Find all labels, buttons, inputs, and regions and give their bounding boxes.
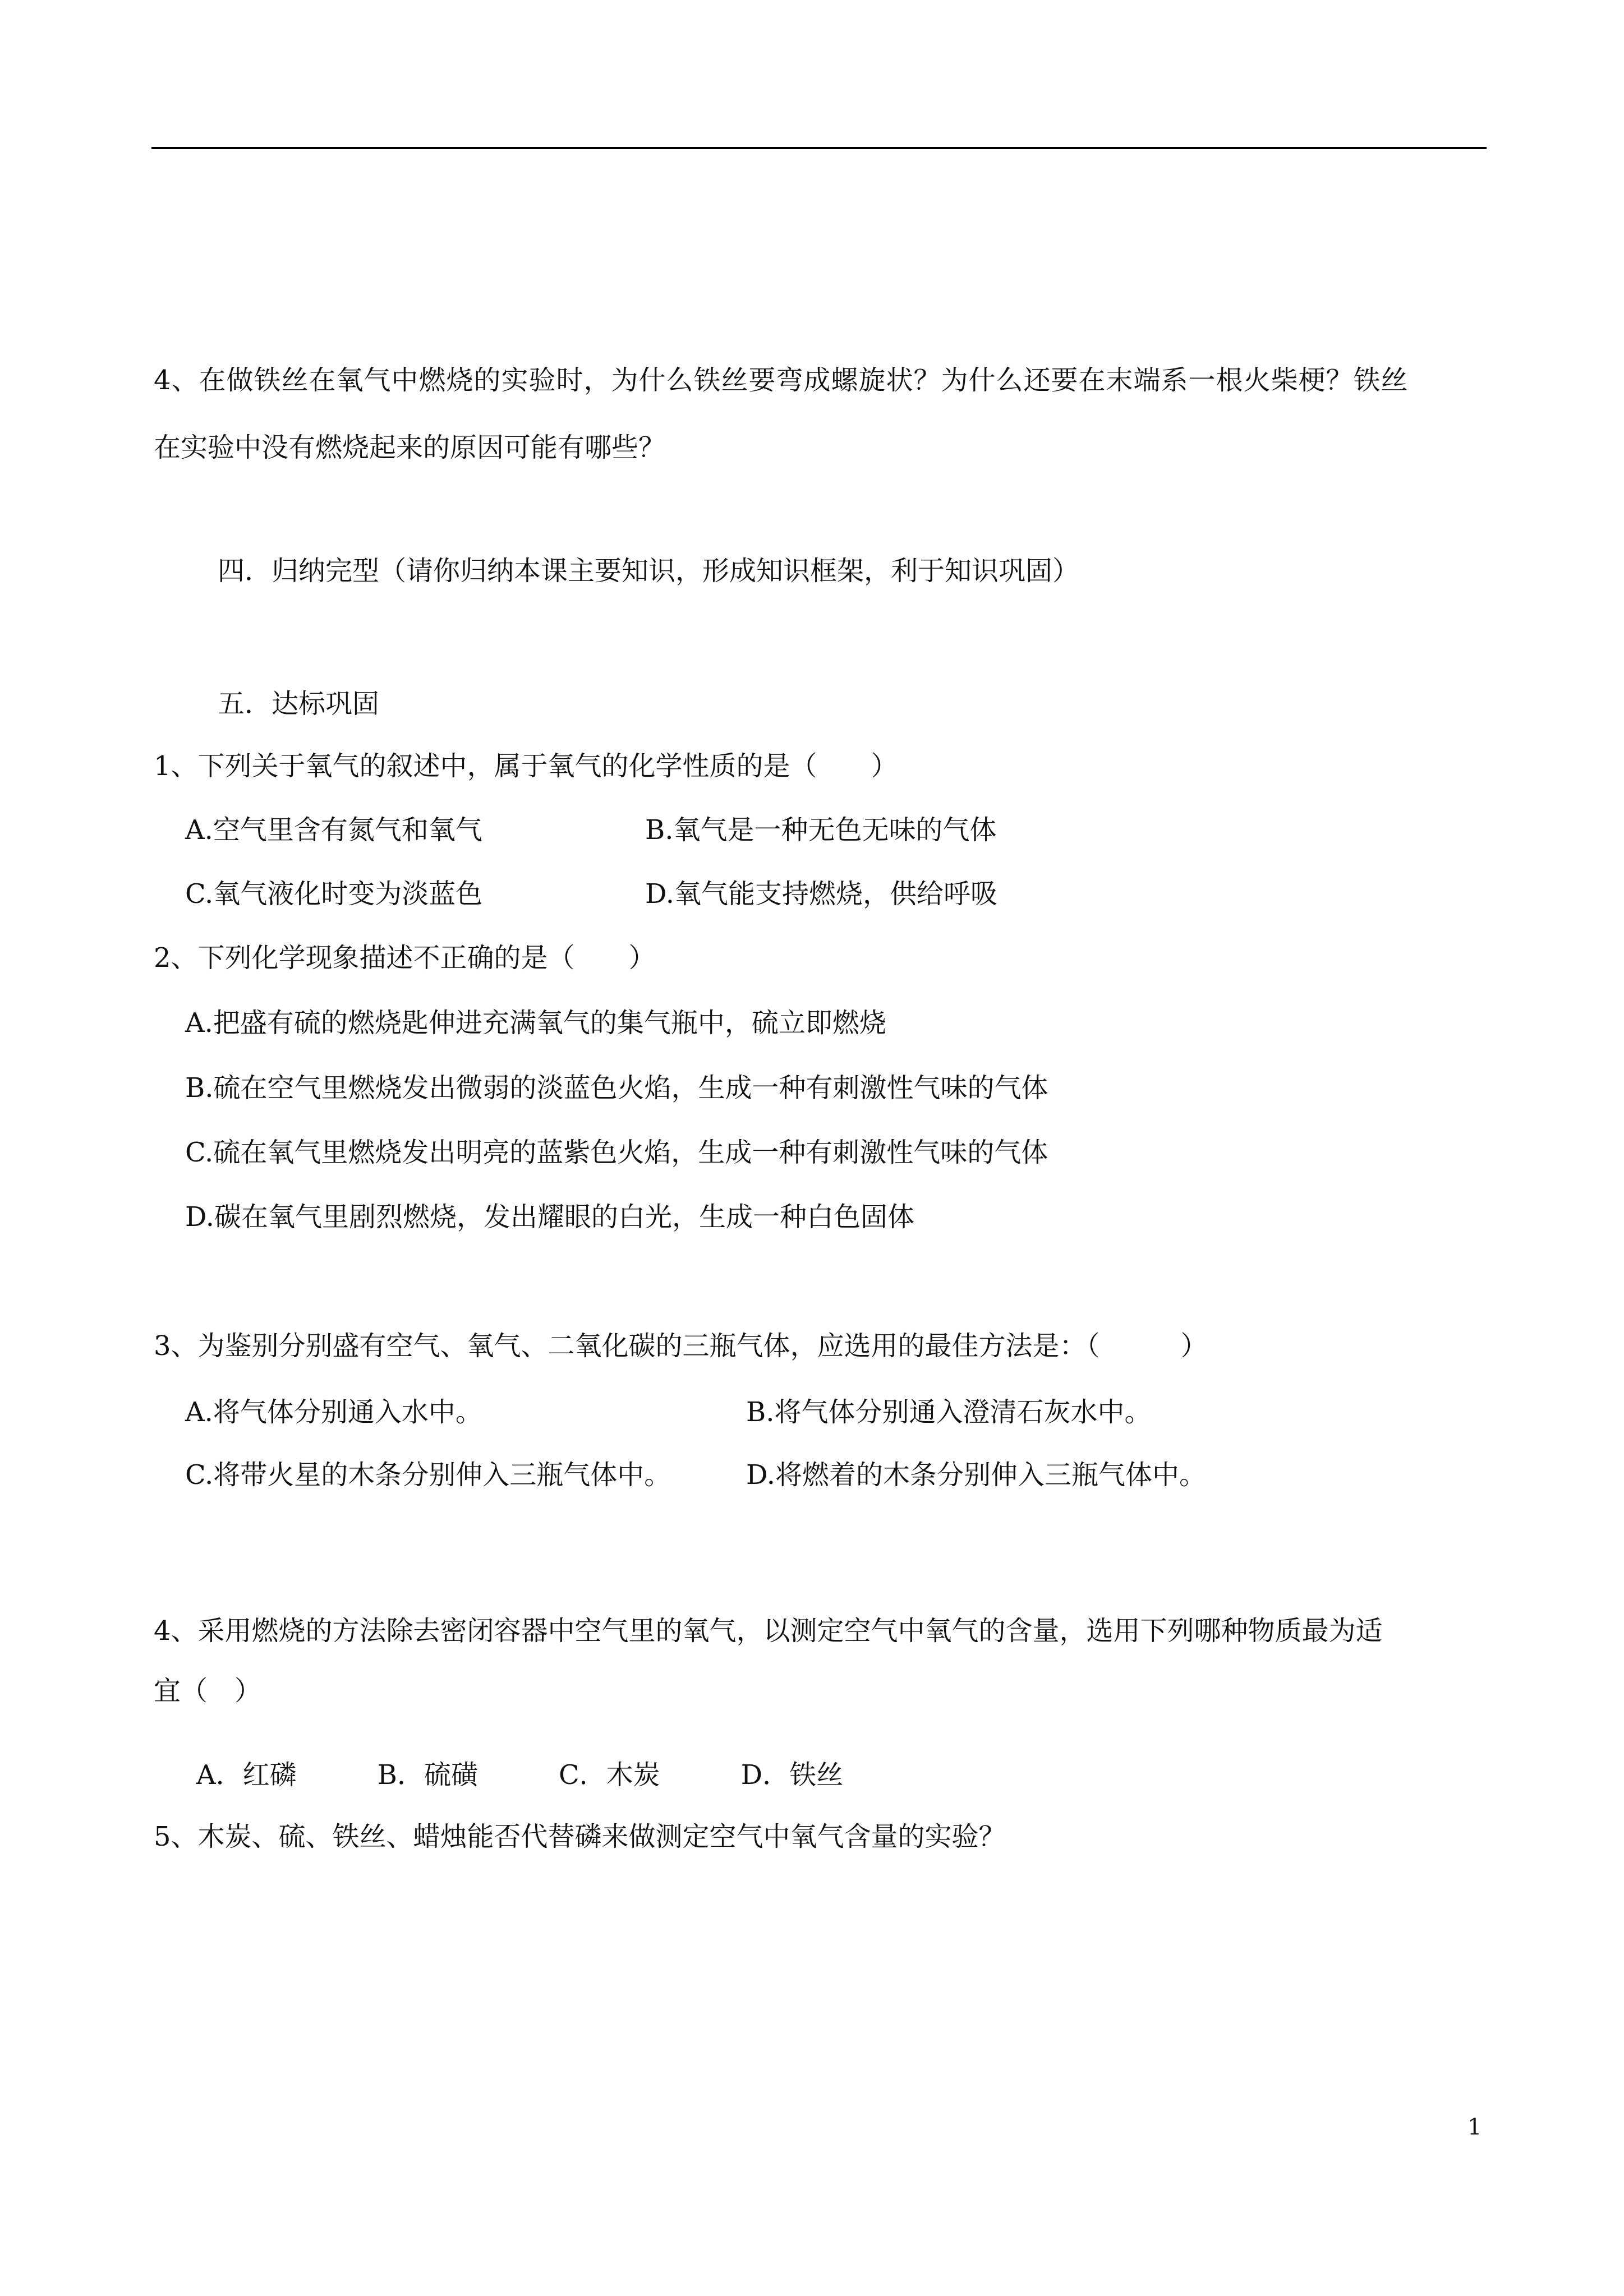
q2-option-d: D.碳在氧气里剧烈燃烧，发出耀眼的白光，生成一种白色固体 xyxy=(185,1201,915,1233)
q4-top-line2: 在实验中没有燃烧起来的原因可能有哪些？ xyxy=(154,432,666,463)
q1-stem: 1、下列关于氧气的叙述中，属于氧气的化学性质的是（ ） xyxy=(154,750,898,782)
section4-heading: 四．归纳完型（请你归纳本课主要知识，形成知识框架，利于知识巩固） xyxy=(218,555,1080,587)
q4-stem-line1: 4、采用燃烧的方法除去密闭容器中空气里的氧气，以测定空气中氧气的含量，选用下列哪种物质最为适 xyxy=(154,1615,1383,1647)
q3-option-c: C.将带火星的木条分别伸入三瓶气体中。 xyxy=(185,1459,671,1491)
q1-option-b: B.氧气是一种无色无味的气体 xyxy=(645,814,997,846)
q2-option-b: B.硫在空气里燃烧发出微弱的淡蓝色火焰，生成一种有刺激性气味的气体 xyxy=(185,1072,1048,1104)
q1-option-d: D.氧气能支持燃烧，供给呼吸 xyxy=(645,878,998,910)
q3-option-a: A.将气体分别通入水中。 xyxy=(185,1396,482,1428)
q4-top-line1: 4、在做铁丝在氧气中燃烧的实验时，为什么铁丝要弯成螺旋状？为什么还要在末端系一根火柴梗？铁丝 xyxy=(154,365,1409,396)
q1-option-c: C.氧气液化时变为淡蓝色 xyxy=(185,878,483,910)
section5-heading: 五．达标巩固 xyxy=(218,688,380,720)
q3-stem: 3、为鉴别分别盛有空气、氧气、二氧化碳的三瓶气体，应选用的最佳方法是：（ ） xyxy=(154,1330,1208,1362)
q2-option-c: C.硫在氧气里燃烧发出明亮的蓝紫色火焰，生成一种有刺激性气味的气体 xyxy=(185,1137,1048,1168)
header-rule xyxy=(151,147,1487,149)
q4-stem-line2: 宜（ ） xyxy=(154,1675,262,1707)
q5-stem: 5、木炭、硫、铁丝、蜡烛能否代替磷来做测定空气中氧气含量的实验？ xyxy=(154,1821,1006,1852)
q3-option-b: B.将气体分别通入澄清石灰水中。 xyxy=(746,1396,1152,1428)
q2-stem: 2、下列化学现象描述不正确的是（ ） xyxy=(154,942,656,974)
q4-options: A．红磷 B．硫磺 C．木炭 D．铁丝 xyxy=(196,1759,844,1791)
q3-option-d: D.将燃着的木条分别伸入三瓶气体中。 xyxy=(746,1459,1207,1491)
page-number: 1 xyxy=(1467,2114,1482,2140)
q1-option-a: A.空气里含有氮气和氧气 xyxy=(185,814,482,846)
q2-option-a: A.把盛有硫的燃烧匙伸进充满氧气的集气瓶中，硫立即燃烧 xyxy=(185,1007,886,1039)
